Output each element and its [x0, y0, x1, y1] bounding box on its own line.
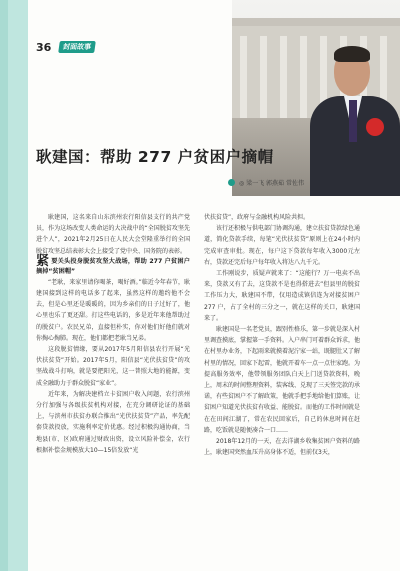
tie	[349, 100, 357, 142]
side-strip-shade	[0, 0, 8, 571]
right-column	[204, 212, 360, 458]
paragraph: 这段脱贫情缘，要从2017年5月阳信县农行开展“光伏扶贫贷”开始。2017年5月，阳信县“光伏扶贫贷”的攻坚战战斗打响，就是要把阳光，这一普照大地的能源，变成全融助力于群众脱贫“家业”。	[36, 346, 190, 387]
building-column	[280, 36, 287, 120]
paragraph: “老耿，来家里请你喝茶，喝好酒。”临近今年春节，耿建国接到这样的电话多了起来，虽然这样的邀约他不会去，但是心里还是暖暖的，因为乡亲们的日子过好了，他心里也乐了更还甜。打这些电话的，多是近年来他帮助过的脱贫户。农民兄弟，直接但朴实，你对他们好他们就对你掏心掏肺。现在，他们都把老耿当兄弟。	[36, 278, 190, 342]
paragraph: 伏扶贫贷”，政府与金融机构风险共担。	[204, 214, 310, 221]
red-corsage	[366, 118, 384, 136]
building-column	[300, 36, 307, 120]
page-number: 36	[36, 40, 52, 54]
paragraph: 近年来，为解决建档立卡贫困户收入问题，农行滨州分行加强与各级扶贫机构对接，在充分调研论证的基础上，与滨州市扶贫办联合推出“光伏扶贫贷”产品，率先配套贷款投放，实施利率定价优惠。经过积极沟通协商，当地县(市、区)政府通过财政出资，设立风险补偿金，农行根据补偿金规模放大10—15倍发放“光	[36, 390, 190, 454]
building-column	[240, 36, 247, 120]
paragraph: 耿建国是一名老党员，跟别性格乐，第一步就是深入村里调查摸底，掌握第一手资料。入户串门可着群众诉求，他在村里办业务，下起雨来就摸着泥泞家一站，既腿肚又了解村里的情况，回家下起雷，他就开着车一点一点往家跑。为提高服务效率，他带领服务团队白天上门送贷款资料，晚上，周末的时间整理资料，装客线、兑现了三天签完款的承诺，有些贫困户不了解政策，他就手把手地给他们算账，让贫困户知道光伏扶贫有收益、能脱贫。而他的工作时间就是在在田间江湖了，常在农民回家后，自己的休息时间在赶路，吃饭就是随便凑合一口……	[204, 326, 361, 434]
left-column	[36, 212, 190, 456]
byline	[228, 178, 304, 187]
hair	[334, 46, 370, 62]
subhead-text: 要关头投身脱贫攻坚大战场，帮助 277 户贫困户摘掉“贫困帽”	[36, 257, 190, 275]
dot-icon	[228, 179, 235, 186]
subhead-initial: 紧	[36, 253, 50, 269]
paragraph: 该行还积极与供电部门协调沟通，建立扶贫贷款绿色通道，简化贷款手续，每笔“光伏扶贫贷”原则上在24小时内完成审查审批。现在，每户这下贷款每年收入3000元左右，贷款还完后每户每年收入将达八九千元。	[204, 225, 361, 266]
paragraph: 工作刚说步，质疑声就来了：“这能行？万一电卖不出来，贷款又有了去，这贷款不是也得搭进去”但县里的脱贫工作压力大，耿建国不带，仅用造成镇信连为对接贫困户 277 户，占了全村的三分之一，就在这样的关口，耿建国来了。	[204, 270, 360, 322]
byline-text: ◎ 梁一飞 郭燕茹 常佐伟	[239, 180, 304, 187]
article-title: 耿建国：帮助 277 户贫困户摘帽	[36, 148, 274, 166]
page-header	[36, 40, 95, 54]
building-column	[260, 36, 267, 120]
column-tag: 封面故事	[58, 41, 96, 53]
side-color-strip	[0, 0, 28, 571]
portrait-person	[310, 40, 400, 196]
paragraph: 2018年12月的一天，在去洋湖乡收集贫困户资料的路上，耿建国突然血压升高身体不适，但前仅3天，	[204, 438, 360, 457]
section-subhead	[36, 253, 190, 277]
paragraph: 耿建国，这名来自山东滨州农行阳信县支行的共产党员，作为这场改变人类命运的大决战中的“全国脱贫攻坚先进个人”，2021年2月25日在人民大会堂隆重举行的全国脱贫攻坚总结表彰大会上接受了党中央、国务院的表彰。	[36, 214, 190, 255]
